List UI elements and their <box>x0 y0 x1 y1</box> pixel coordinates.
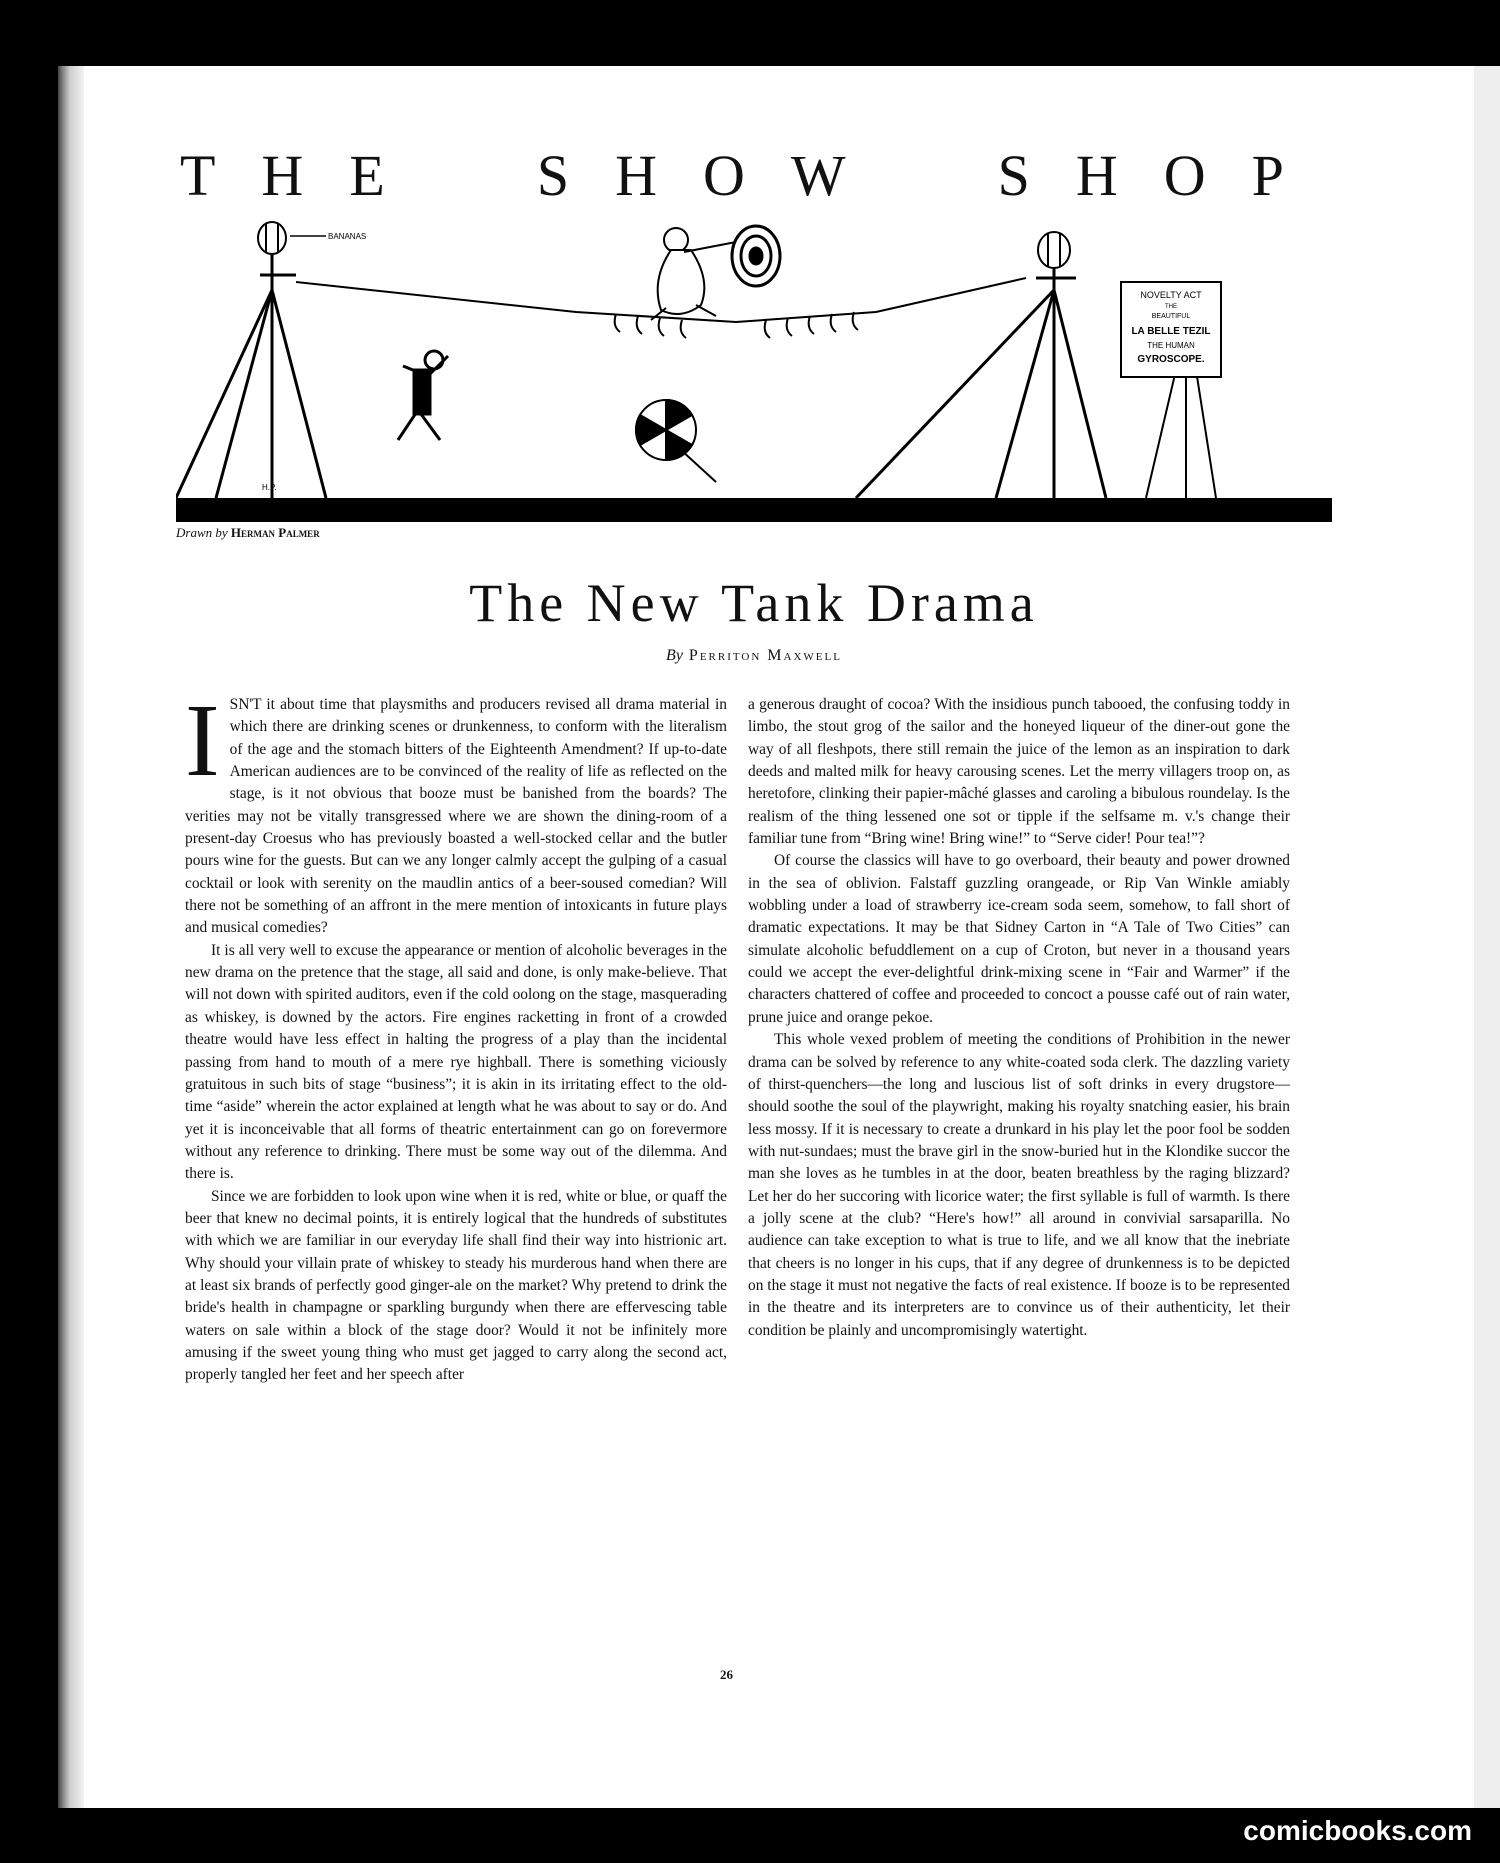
easel-line-1: NOVELTY ACT <box>1140 290 1202 300</box>
article-title: The New Tank Drama <box>469 573 1039 633</box>
dart-target-icon <box>732 226 780 286</box>
banana-bunch-icon <box>258 222 286 254</box>
illustration-credit <box>176 525 320 541</box>
easel-line-6: GYROSCOPE. <box>1137 354 1205 365</box>
left-pole <box>176 250 326 498</box>
credit-prefix: Drawn by <box>176 525 228 540</box>
byline-by: By <box>666 647 683 664</box>
easel-line-2: THE <box>1165 304 1177 310</box>
umbrella-icon <box>636 400 716 482</box>
easel-line-5: THE HUMAN <box>1147 341 1195 350</box>
byline <box>176 647 1332 665</box>
paragraph: Since we are forbidden to look upon wine when it is red, white or blue, or quaff the beer that knew no decimal points, it is entirely logical that the hundreds of substitutes with which we are familiar in our everyday life shall find their way into histrionic art. Why should your villain prate of whiskey to steady his murderous hand when there are at least six brands of perfectly good ginger-ale on the market? Why pretend to drink the bride's health in champagne or sparkling burgundy when there are effervescing table waters on sale within a block of the stage door? Would it not be infinitely more amusing if the sweet young thing who must get jagged to carry along the second act, properly tangled her feet and her speech after <box>185 1187 727 1384</box>
paragraph: This whole vexed problem of meeting the conditions of Prohibition in the newer drama can be solved by reference to any white-coated soda clerk. The dazzling variety of thirst-quenchers—the long and luscious list of soft drinks in every drugstore—should soothe the soul of the playwright, making his royalty snatching easier, his brain less mossy. If it is necessary to create a drunkard in his play let the poor fool be sodden with nut-sundaes; must the brave girl in the snow-buried hut in the Klondike succor the man she loves as he tumbles in at the door, beaten breathless by the raging blizzard? Let her do her succoring with licorice water; the first syllable is full of warmth. Is there a jolly scene at the club? “Here's how!” all around in convivial sarsaparilla. No audience can take exception to what is true to life, and we all know that the inebriate that cheers is no longer in his cups, that if any degree of drunkenness is to be depicted on the stage it must not negative the facts of real existence. If booze is to be represented in the theatre and its interpreters are to convince us of their authenticity, let their condition be plainly and uncompromisingly watertight. <box>748 1031 1290 1339</box>
page-number: 26 <box>720 1667 733 1682</box>
paragraph-text: SN'T it about time that playsmiths and producers revised all drama material in which there are drinking scenes or drunkenness, to conform with the literalism of the age and the stomach bitters of the Eighteenth Amendment? If up-to-date American audiences are to be convinced of the reality of life as reflected on the stage, is it not obvious that booze must be banished from the boards? The verities may not be vitally transgressed where we are shown the dining-room of a present-day Croesus who has previously boasted a well-stocked cellar and the butler pours wine for the guests. But can we any longer calmly accept the gulping of a casual cocktail or look with serenity on the maudlin antics of a beer-soused comedian? Will there not be something of an affront in the mere mention of intoxicants in future plays and musical comedies? <box>185 696 727 937</box>
artist-signature: H.P. <box>262 483 277 492</box>
next-page-edge <box>1474 66 1500 1808</box>
banner-word-show: SHOW <box>536 143 892 208</box>
byline-author: Perriton Maxwell <box>688 647 842 664</box>
paragraph <box>185 683 727 940</box>
section-banner <box>180 142 1330 209</box>
bananas-sign: BANANAS <box>328 232 367 241</box>
credit-name: Herman Palmer <box>230 525 320 540</box>
easel-line-3: BEAUTIFUL <box>1151 313 1191 320</box>
page-spine <box>58 66 84 1808</box>
paragraph: It is all very well to excuse the appearance or mention of alcoholic beverages in the new drama on the pretence that the stage, all said and done, is only make-believe. That will not down with spirited auditors, even if the cold oolong on the stage, masquerading as whiskey, is downed by the actors. Fire engines racketting in front of a crowded theatre would have less effect in halting the progress of a play than the incidental passing from hand to mouth of a mere rye highball. There is something viciously gratuitous in such bits of stage “business”; it is akin in its irritating effect to the old-time “aside” wherein the actor explained at length what he was about to say or do. And yet it is inconceivable that all forms of theatric entertainment can go on forevermore without any reference to drinking. There must be some way out of the dilemma. And there is. <box>185 941 727 1183</box>
header-illustration <box>176 220 1332 522</box>
left-column <box>185 683 727 1387</box>
pumpkin-icon <box>1038 232 1070 268</box>
running-man <box>398 351 448 440</box>
right-column <box>748 694 1290 1342</box>
right-pole <box>856 260 1106 498</box>
drop-cap: I <box>185 683 220 798</box>
paragraph: a generous draught of cocoa? With the insidious punch tabooed, the confusing toddy in limbo, the stout grog of the sailor and the honeyed liqueur of the diner-out gone the way of all fleshpots, there still remain the juice of the lemon as an inspiration to dark deeds and malted milk for heavy carousing scenes. Let the merry villagers troop on, as heretofore, clinking their papier-mâché glasses and caroling a bibulous roundelay. Is the realism of the thing lessened one sot or tipple if the selfsame m. v.'s change their familiar tune from “Bring wine! Bring wine!” to “Serve cider! Pour tea!”? <box>748 696 1290 848</box>
paragraph: Of course the classics will have to go overboard, their beauty and power drowned in the sea of oblivion. Falstaff guzzling orangeade, or Rip Van Winkle amiably wobbling under a load of strawberry ice-cream soda seem, somehow, to fall short of dramatic expectations. It may be that Sidney Carton in “A Tale of Two Cities” can simulate alcoholic befuddlement on a cup of Croton, but never in a thousand years could we accept the ever-delightful drink-mixing scene in “Fair and Warmer” if the characters chattered of coffee and proceeded to concoct a pousse café out of rain water, prune juice and orange pekoe. <box>748 852 1290 1026</box>
easel <box>1146 370 1216 498</box>
banner-word-the: THE <box>180 143 431 208</box>
easel-line-4: LA BELLE TEZIL <box>1131 326 1211 337</box>
tightrope-dancer <box>651 228 736 320</box>
watermark: comicbooks.com <box>1243 1815 1472 1846</box>
banner-word-shop: SHOP <box>997 143 1330 208</box>
